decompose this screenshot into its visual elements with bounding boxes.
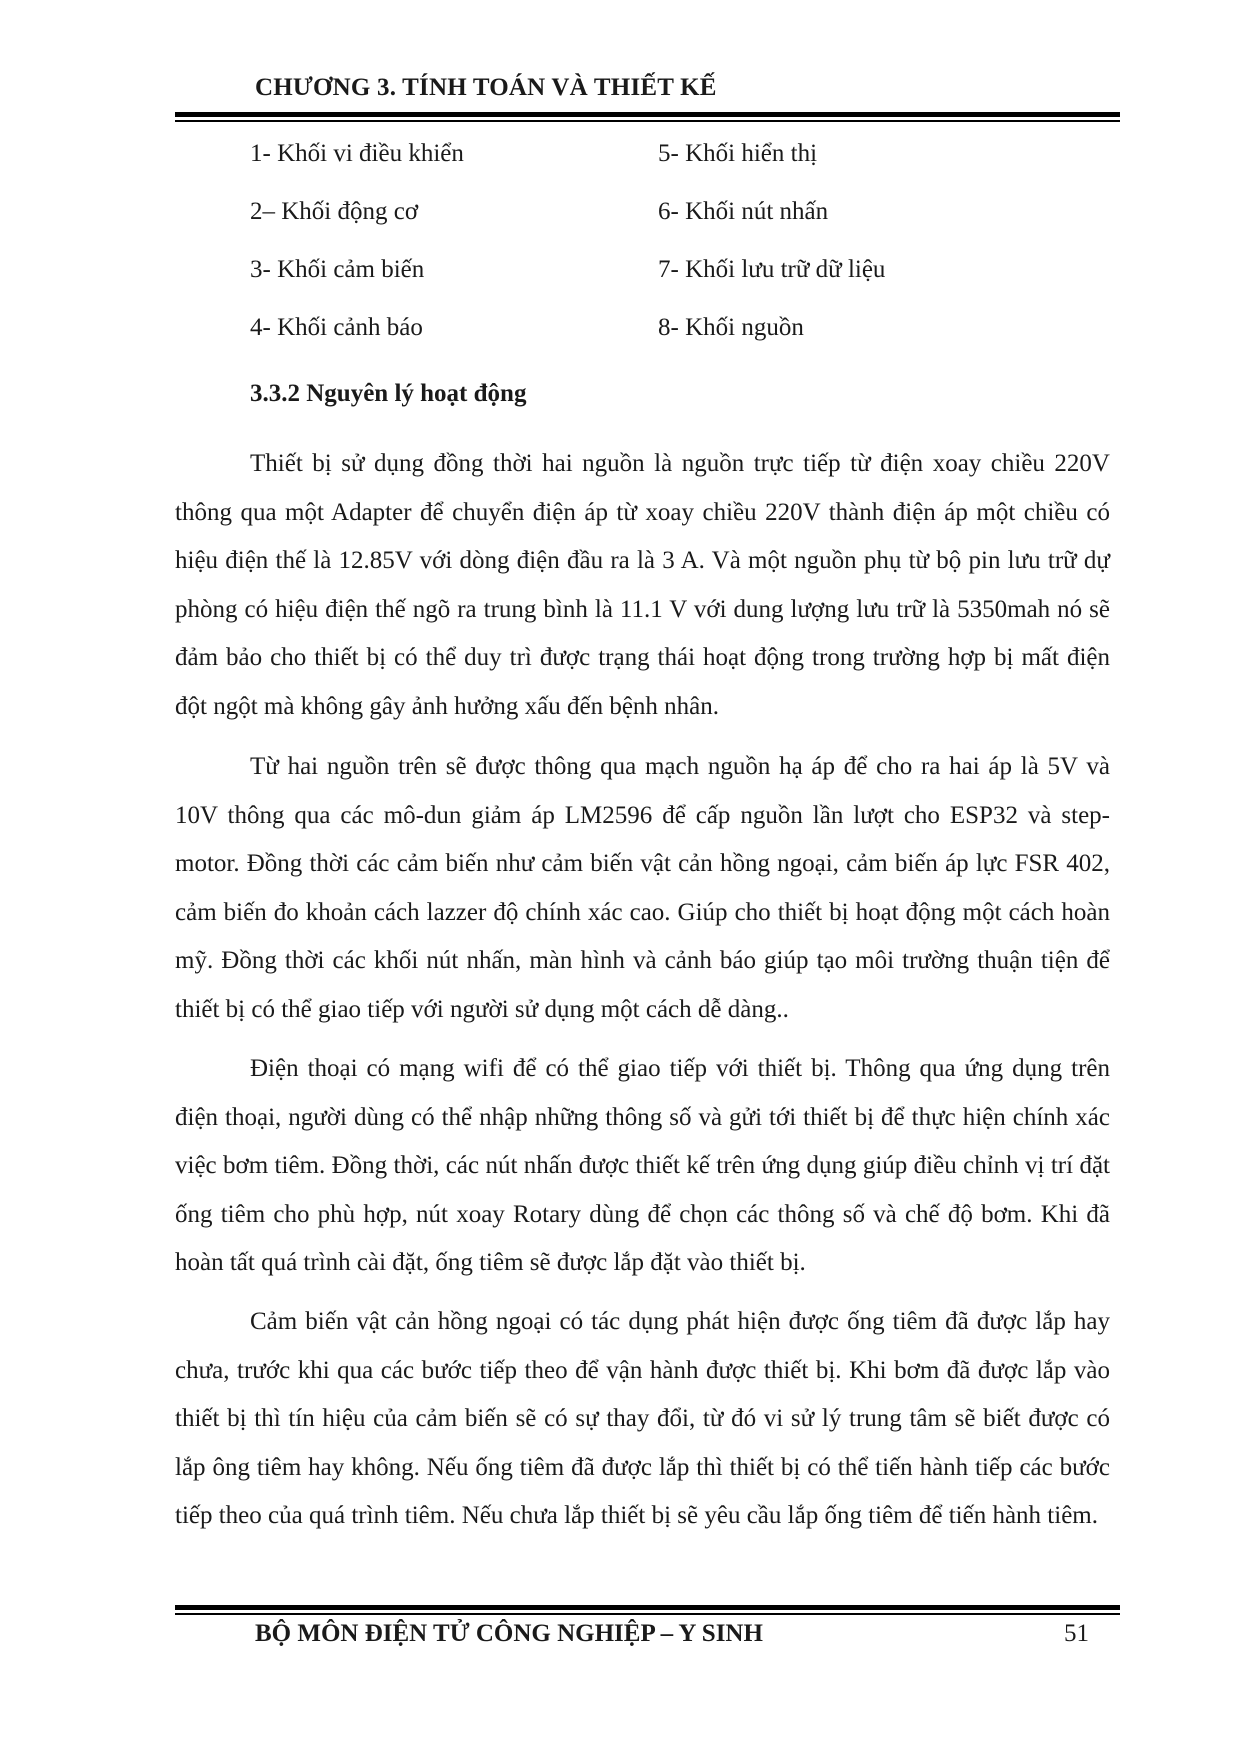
- block-item: 1- Khối vi điều khiển: [250, 140, 464, 167]
- page-number: 51: [1064, 1620, 1089, 1647]
- header-rule-thin: [175, 120, 1120, 122]
- footer-rule: [175, 1605, 1120, 1610]
- block-list: [250, 140, 970, 372]
- footer-rule-thin: [175, 1613, 1120, 1615]
- block-item: 5- Khối hiển thị: [658, 140, 818, 167]
- section-heading: 3.3.2 Nguyên lý hoạt động: [250, 380, 527, 407]
- block-item: 6- Khối nút nhấn: [658, 198, 829, 225]
- header-rule: [175, 112, 1120, 117]
- paragraph: Cảm biến vật cản hồng ngoại có tác dụng phát hiện được ống tiêm đã được lắp hay chưa, trước khi qua các bước tiếp theo để vận hành được thiết bị. Khi bơm đã được lắp vào thiết bị thì tín hiệu của cảm biến sẽ có sự thay đổi, từ đó vi sử lý trung tâm sẽ biết được có lắp ông tiêm hay không. Nếu ống tiêm đã được lắp thì thiết bị có thể tiến hành tiếp các bước tiếp theo của quá trình tiêm. Nếu chưa lắp thiết bị sẽ yêu cầu lắp ống tiêm để tiến hành tiêm.: [175, 1308, 1110, 1530]
- block-item: 7- Khối lưu trữ dữ liệu: [658, 256, 886, 283]
- block-row: [250, 256, 970, 314]
- paragraph: Điện thoại có mạng wifi để có thể giao tiếp với thiết bị. Thông qua ứng dụng trên điện thoại, người dùng có thể nhập những thông số và gửi tới thiết bị để thực hiện chính xác việc bơm tiêm. Đồng thời, các nút nhấn được thiết kế trên ứng dụng giúp điều chỉnh vị trí đặt ống tiêm cho phù hợp, nút xoay Rotary dùng để chọn các thông số và chế độ bơm. Khi đã hoàn tất quá trình cài đặt, ống tiêm sẽ được lắp đặt vào thiết bị.: [175, 1055, 1110, 1277]
- block-item: 8- Khối nguồn: [658, 314, 804, 341]
- block-row: [250, 140, 970, 198]
- footer-department: BỘ MÔN ĐIỆN TỬ CÔNG NGHIỆP – Y SINH: [255, 1620, 763, 1647]
- block-item: 3- Khối cảm biến: [250, 256, 425, 283]
- chapter-title: CHƯƠNG 3. TÍNH TOÁN VÀ THIẾT KẾ: [255, 74, 717, 101]
- block-row: [250, 198, 970, 256]
- paragraph: Từ hai nguồn trên sẽ được thông qua mạch nguồn hạ áp để cho ra hai áp là 5V và 10V thông qua các mô-dun giảm áp LM2596 để cấp nguồn lần lượt cho ESP32 và step-motor. Đồng thời các cảm biến như cảm biến vật cản hồng ngoại, cảm biến áp lực FSR 402, cảm biến đo khoản cách lazzer độ chính xác cao. Giúp cho thiết bị hoạt động một cách hoàn mỹ. Đồng thời các khối nút nhấn, màn hình và cảnh báo giúp tạo môi trường thuận tiện để thiết bị có thể giao tiếp với người sử dụng một cách dễ dàng..: [175, 753, 1110, 1023]
- block-row: [250, 314, 970, 372]
- block-item: 4- Khối cảnh báo: [250, 314, 423, 341]
- block-item: 2– Khối động cơ: [250, 198, 419, 225]
- paragraph: Thiết bị sử dụng đồng thời hai nguồn là nguồn trực tiếp từ điện xoay chiều 220V thông qua một Adapter để chuyển điện áp từ xoay chiều 220V thành điện áp một chiều có hiệu điện thế là 12.85V với dòng điện đầu ra là 3 A. Và một nguồn phụ từ bộ pin lưu trữ dự phòng có hiệu điện thế ngõ ra trung bình là 11.1 V với dung lượng lưu trữ là 5350mah nó sẽ đảm bảo cho thiết bị có thể duy trì được trạng thái hoạt động trong trường hợp bị mất điện đột ngột mà không gây ảnh hưởng xấu đến bệnh nhân.: [175, 450, 1110, 720]
